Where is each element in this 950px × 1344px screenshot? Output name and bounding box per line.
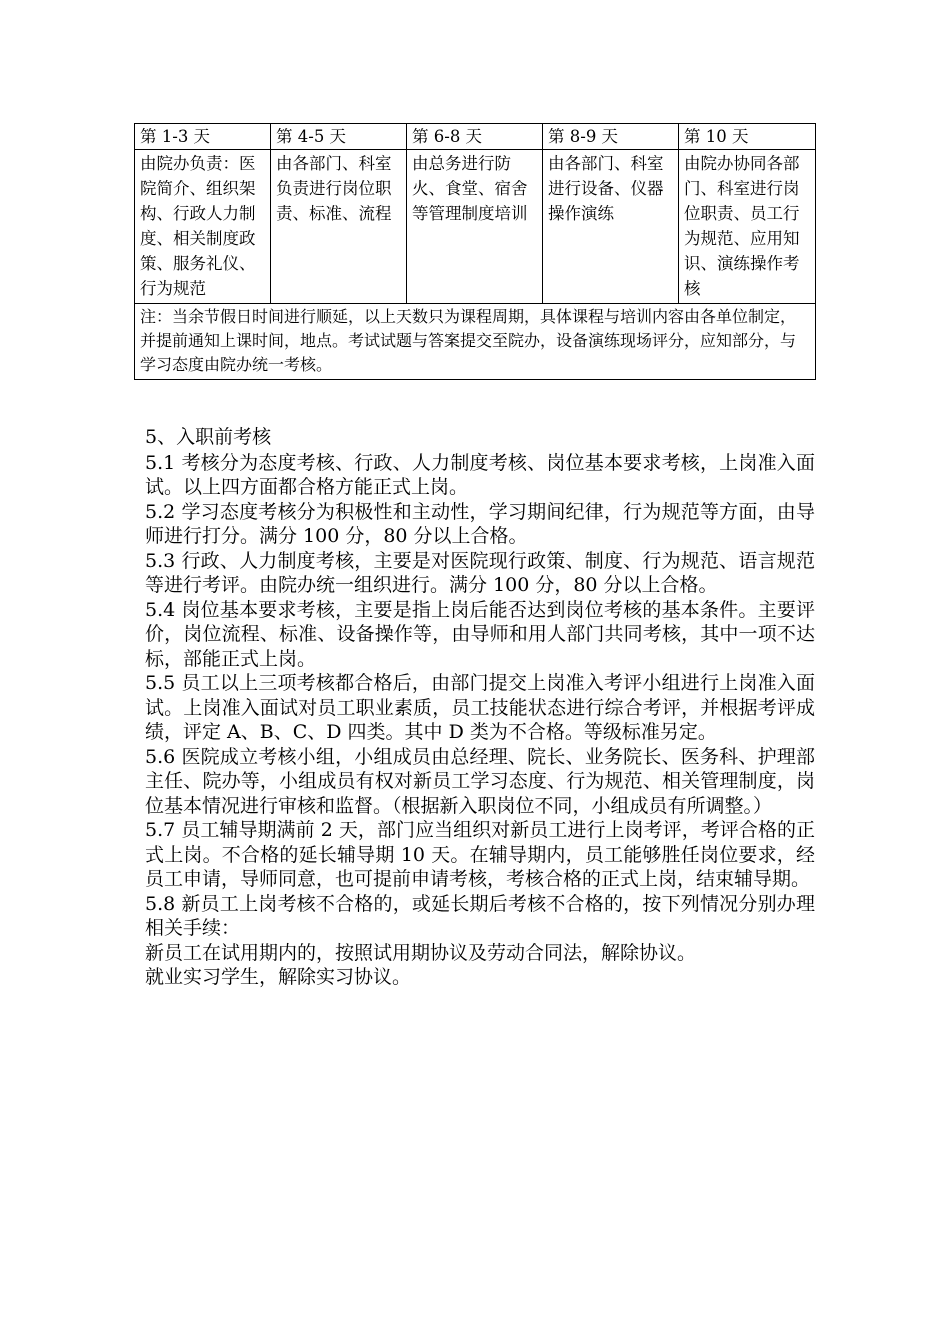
table-note: 注：当余节假日时间进行顺延，以上天数只为课程周期，具体课程与培训内容由各单位制定，并提前通知上课时间，地点。考试试题与答案提交至院办，设备演练现场评分，应知部分，与学习态度由院办统一考核。	[135, 304, 816, 380]
table-cell: 由各部门、科室负责进行岗位职责、标准、流程	[271, 150, 407, 304]
paragraph: 5.3 行政、人力制度考核，主要是对医院现行政策、制度、行为规范、语言规范等进行考评。由院办统一组织进行。满分 100 分，80 分以上合格。	[145, 549, 815, 596]
table-cell: 由各部门、科室进行设备、仪器操作演练	[543, 150, 679, 304]
table-note-row	[135, 304, 816, 380]
table-cell: 由院办负责：医院简介、组织架构、行政人力制度、相关制度政策、服务礼仪、行为规范	[135, 150, 271, 304]
table-header-cell: 第 10 天	[679, 124, 816, 150]
table-cell: 由总务进行防火、食堂、宿舍等管理制度培训	[407, 150, 543, 304]
paragraph: 5.2 学习态度考核分为积极性和主动性，学习期间纪律，行为规范等方面，由导师进行打分。满分 100 分，80 分以上合格。	[145, 500, 815, 547]
table-header-cell: 第 6-8 天	[407, 124, 543, 150]
paragraph: 5.5 员工以上三项考核都合格后，由部门提交上岗准入考评小组进行上岗准入面试。上岗准入面试对员工职业素质，员工技能状态进行综合考评，并根据考评成绩，评定 A、B、C、D 四类。其中 D 类为不合格。等级标准另定。	[145, 672, 815, 743]
section-heading: 5、入职前考核	[145, 426, 272, 448]
table-header-cell: 第 8-9 天	[543, 124, 679, 150]
paragraph: 就业实习学生，解除实习协议。	[145, 966, 412, 988]
paragraph: 5.7 员工辅导期满前 2 天，部门应当组织对新员工进行上岗考评，考评合格的正式上岗。不合格的延长辅导期 10 天。在辅导期内，员工能够胜任岗位要求，经员工申请，导师同意，也可提前申请考核，考核合格的正式上岗，结束辅导期。	[145, 819, 815, 890]
section-body	[145, 425, 815, 990]
paragraph: 5.6 医院成立考核小组，小组成员由总经理、院长、业务院长、医务科、护理部主任、院办等，小组成员有权对新员工学习态度、行为规范、相关管理制度，岗位基本情况进行审核和监督。（根据新入职岗位不同，小组成员有所调整。）	[145, 745, 815, 817]
paragraph: 5.4 岗位基本要求考核，主要是指上岗后能否达到岗位考核的基本条件。主要评价，岗位流程、标准、设备操作等，由导师和用人部门共同考核，其中一项不达标，部能正式上岗。	[145, 598, 815, 670]
table-row	[135, 150, 816, 304]
paragraph: 新员工在试用期内的，按照试用期协议及劳动合同法，解除协议。	[145, 941, 697, 964]
training-schedule-table	[134, 123, 816, 380]
table-header-cell: 第 4-5 天	[271, 124, 407, 150]
paragraph: 5.8 新员工上岗考核不合格的，或延长期后考核不合格的，按下列情况分别办理相关手续：	[145, 892, 815, 939]
paragraph: 5.1 考核分为态度考核、行政、人力制度考核、岗位基本要求考核，上岗准入面试。以上四方面都合格方能正式上岗。	[145, 451, 815, 498]
table-header-row	[135, 124, 816, 150]
table-cell: 由院办协同各部门、科室进行岗位职责、员工行为规范、应用知识、演练操作考核	[679, 150, 816, 304]
table-header-cell: 第 1-3 天	[135, 124, 271, 150]
